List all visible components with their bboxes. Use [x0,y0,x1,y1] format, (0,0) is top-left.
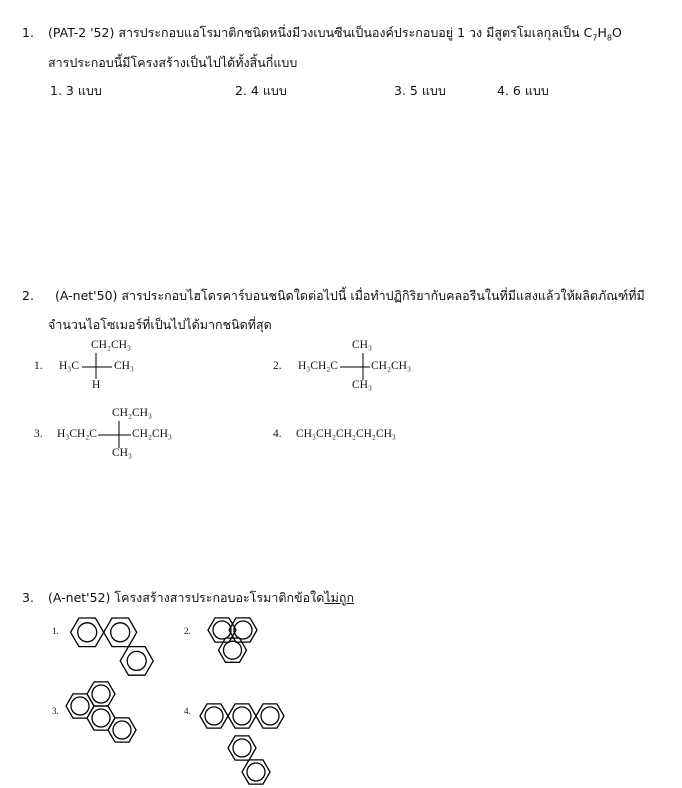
q2-c1-left: H₃C [59,360,79,372]
q2-number: 2. [22,288,34,303]
q3-choice-4-structure[interactable] [194,688,314,788]
q2-text-line1: (A-net'50) สารประกอบไฮโดรคาร์บอนชนิดใดต่อไปนี้ เมื่อทำปฏิกิริยากับคลอรีนในที่มีแสงแล้วให้ผลิตภัณฑ์ที่มี [55,288,645,303]
q1-number: 1. [22,25,34,40]
q2-c2-bottom: CH₃ [352,379,372,391]
q1-question-text: (PAT-2 '52) สารประกอบแอโรมาติกชนิดหนึ่งมีวงเบนซีนเป็นองค์ประกอบอยู่ 1 วง มีสูตรโมเลกุลเป็น [48,25,584,40]
q3-question-text: (A-net'52) โครงสร้างสารประกอบอะโรมาติกข้อใด [48,590,325,605]
q2-c2-right: CH₂CH₃ [371,360,411,372]
q2-choice-3-number: 3. [34,428,43,440]
q2-c2-left: H₃CH₂C [298,360,338,372]
q3-number: 3. [22,590,34,605]
q2-c3-bottom: CH₃ [112,447,132,459]
q1-choice-2[interactable]: 2. 4 แบบ [235,83,287,98]
q1-formula: $C_7H_8O$ [583,25,622,43]
q2-choice-2-number: 2. [273,360,282,372]
q3-choice-3-structure[interactable] [60,682,170,762]
q1-choice-3[interactable]: 3. 5 แบบ [394,83,446,98]
q2-c1-bottom: H [92,379,101,391]
q3-choice-3-number: 3. [52,706,59,716]
q1-choice-4[interactable]: 4. 6 แบบ [497,83,549,98]
q2-c1-top: CH₂CH₃ [91,339,131,351]
q2-c4-formula: CH₃CH₂CH₂CH₂CH₃ [296,428,396,440]
q3-choice-2-number: 2. [184,626,191,636]
q1-text-line1 [48,25,622,47]
q3-choice-4-number: 4. [184,706,191,716]
q1-choice-1[interactable]: 1. 3 แบบ [50,83,102,98]
q2-c3-left: H₃CH₂C [57,428,97,440]
q2-c3-top: CH₂CH₃ [112,407,152,419]
q1-text-line2: สารประกอบนี้มีโครงสร้างเป็นไปได้ทั้งสิ้นกี่แบบ [48,55,298,70]
q2-c1-right: CH₃ [114,360,134,372]
q2-c3-bonds [0,0,1,1]
q3-text [48,590,354,606]
q2-c2-top: CH₃ [352,339,372,351]
q2-choice-4-number: 4. [273,428,282,440]
q3-underlined-not-correct: ไม่ถูก [324,590,355,605]
q3-choice-1-number: 1. [52,626,59,636]
q2-choice-1-number: 1. [34,360,43,372]
q2-text-line2: จำนวนไอโซเมอร์ที่เป็นไปได้มากชนิดที่สุด [48,317,272,332]
q2-c3-right: CH₂CH₃ [132,428,172,440]
q3-choice-2-structure[interactable] [196,608,276,688]
